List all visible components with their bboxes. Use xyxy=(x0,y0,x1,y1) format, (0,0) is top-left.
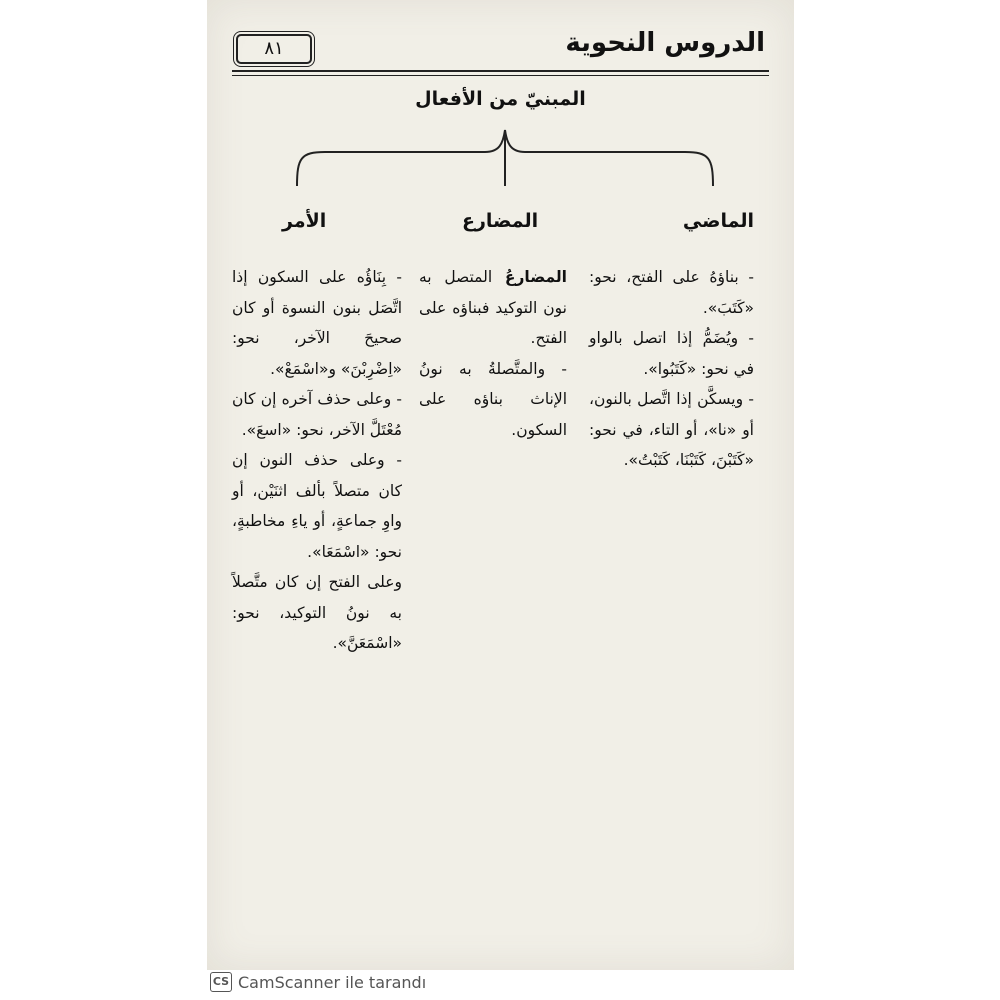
diagram-title: المبنيّ من الأفعال xyxy=(415,88,586,110)
curly-brace-diagram xyxy=(295,128,715,190)
heading-imperative: الأمر xyxy=(282,210,327,232)
past-rule-1: - بناؤهُ على الفتح، نحو: «كَتَبَ». xyxy=(589,268,754,317)
present-rule-1 xyxy=(419,262,567,354)
running-header xyxy=(232,30,769,68)
scanner-watermark xyxy=(210,972,426,992)
heading-present: المضارع xyxy=(462,210,539,232)
camscanner-icon: CS xyxy=(210,972,232,992)
imperative-rule-3: - وعلى حذف النون إن كان متصلاً بألف اثنَيْن، أو واوِ جماعةٍ، أو ياءِ مخاطبةٍ، نحو: «اسْمَعَا». xyxy=(232,451,402,561)
past-rule-3: - ويسكَّن إذا اتَّصل بالنون، أو «نا»، أو التاء، في نحو: «كَتَبْنَ، كَتَبْنَا، كَتَبْتُ». xyxy=(589,390,754,469)
present-lead-term: المضارعُ xyxy=(504,268,567,286)
heading-past: الماضي xyxy=(682,210,754,232)
header-divider xyxy=(232,70,769,76)
past-rule-2: - ويُضَمُّ إذا اتصل بالواو في نحو: «كَتَبُوا». xyxy=(589,329,754,378)
present-rule-2: - والمتَّصلةُ به نونُ الإناث بناؤه على السكون. xyxy=(419,359,567,439)
page-number: ٨١ xyxy=(236,34,312,64)
present-rule-1-text: المتصل به نون التوكيد فبناؤه على الفتح. xyxy=(419,268,567,347)
imperative-rule-4: وعلى الفتح إن كان متَّصلاً به نونُ التوكيد، نحو: «اسْمَعَنَّ». xyxy=(232,573,402,652)
imperative-rule-2: - وعلى حذف آخره إن كان مُعْتَلَّ الآخر، نحو: «اسعَ». xyxy=(232,390,402,439)
scanner-text: CamScanner ile tarandı xyxy=(238,972,427,992)
column-present xyxy=(419,262,567,445)
column-imperative xyxy=(232,262,402,659)
imperative-rule-1: - بِنَاؤُه على السكون إذا اتَّصَل بنون النسوة أو كان صحيحَ الآخر، نحو: «اِضْرِبْنَ» و«اسْمَعْ». xyxy=(232,268,402,378)
column-past xyxy=(589,262,754,476)
book-page xyxy=(207,0,794,970)
book-title: الدروس النحوية xyxy=(565,28,765,58)
